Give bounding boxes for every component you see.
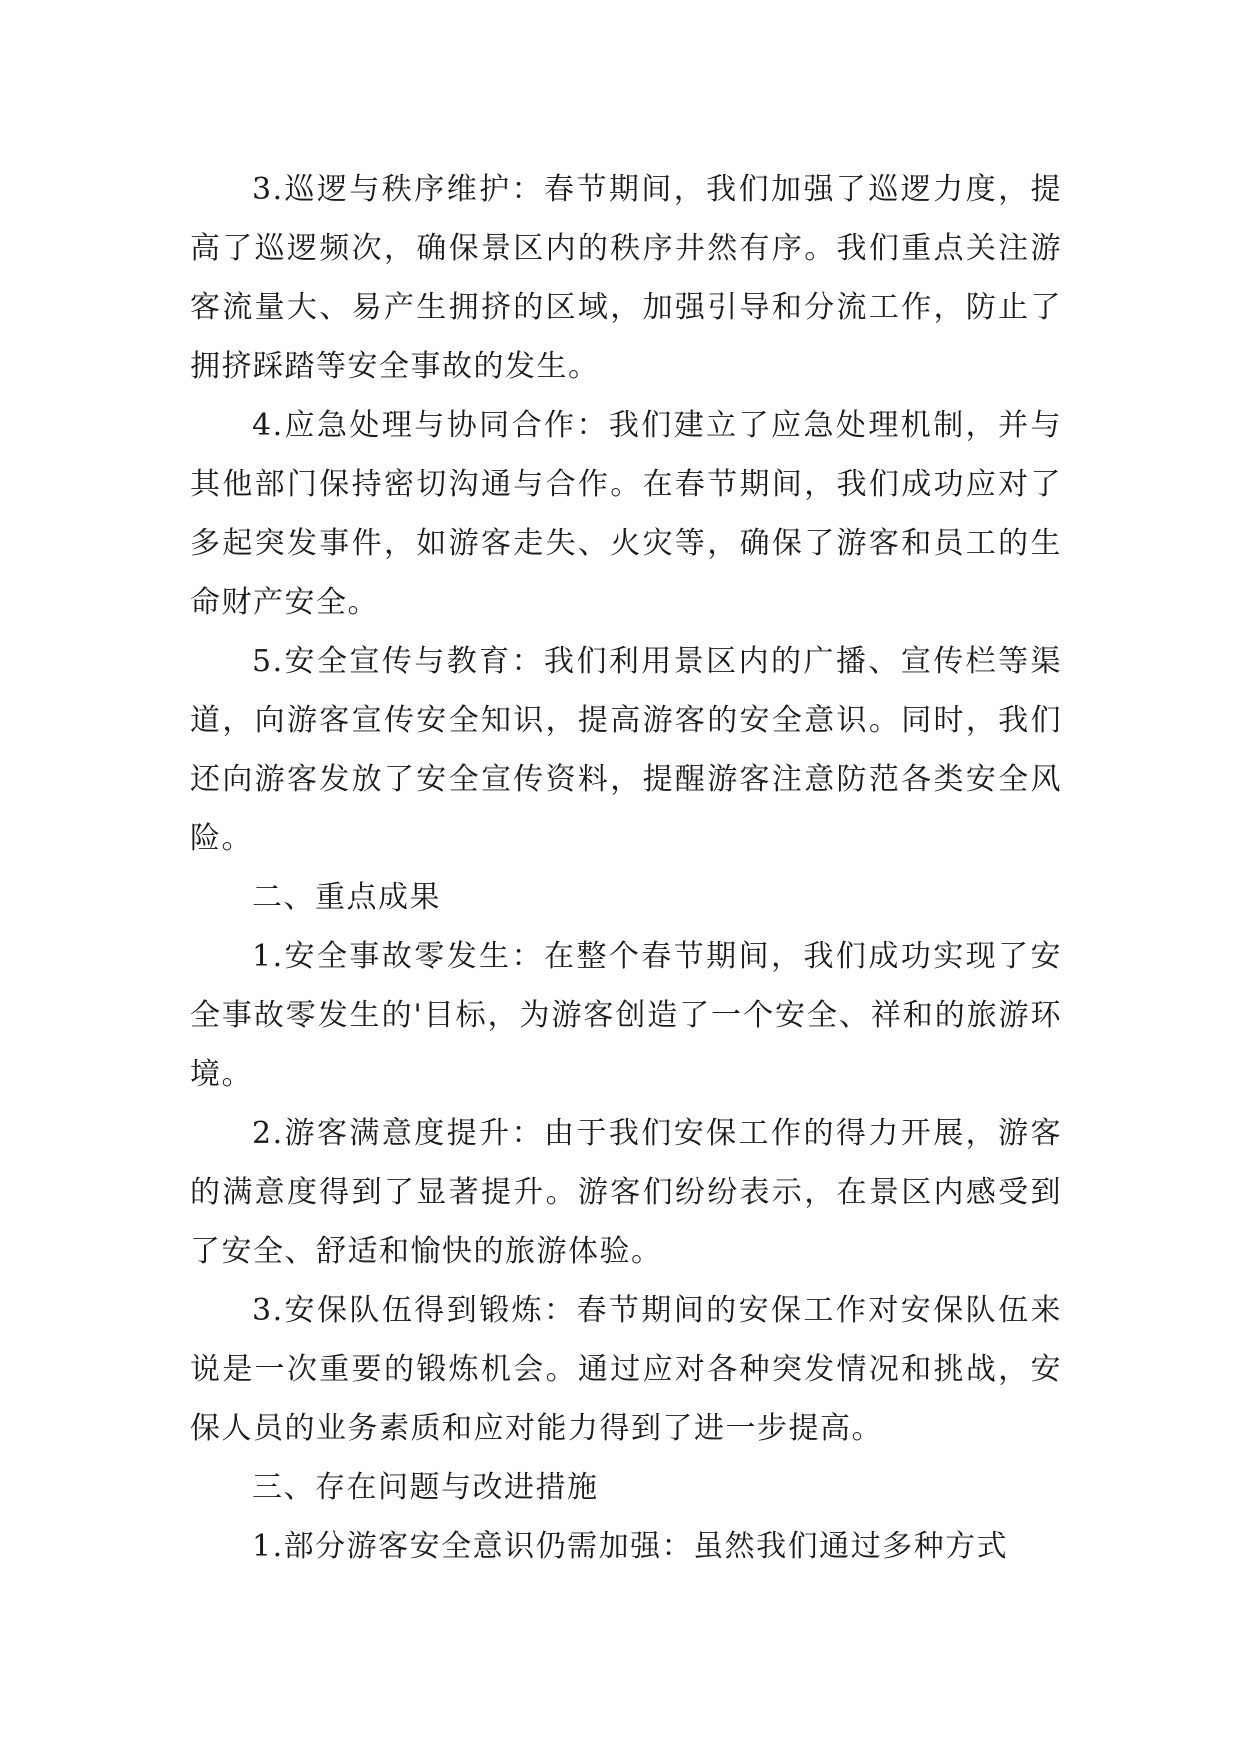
paragraph-safety-publicity: 5.安全宣传与教育：我们利用景区内的广播、宣传栏等渠道，向游客宣传安全知识，提高游客的安全意识。同时，我们还向游客发放了安全宣传资料，提醒游客注意防范各类安全风险。 <box>190 644 1062 856</box>
paragraph-team-training: 3.安保队伍得到锻炼：春节期间的安保工作对安保队伍来说是一次重要的锻炼机会。通过应对各种突发情况和挑战，安保人员的业务素质和应对能力得到了进一步提高。 <box>190 1293 1062 1446</box>
document-page <box>190 160 1062 1576</box>
paragraph-patrol-order: 3.巡逻与秩序维护：春节期间，我们加强了巡逻力度，提高了巡逻频次，确保景区内的秩序井然有序。我们重点关注游客流量大、易产生拥挤的区域，加强引导和分流工作，防止了拥挤踩踏等安全事故的发生。 <box>190 172 1062 384</box>
paragraph-satisfaction-improved: 2.游客满意度提升：由于我们安保工作的得力开展，游客的满意度得到了显著提升。游客们纷纷表示，在景区内感受到了安全、舒适和愉快的旅游体验。 <box>190 1116 1062 1269</box>
section-heading-problems-improvements: 三、存在问题与改进措施 <box>252 1470 599 1505</box>
paragraph-zero-accidents: 1.安全事故零发生：在整个春节期间，我们成功实现了安全事故零发生的'目标，为游客创造了一个安全、祥和的旅游环境。 <box>190 939 1062 1092</box>
paragraph-emergency-handling: 4.应急处理与协同合作：我们建立了应急处理机制，并与其他部门保持密切沟通与合作。在春节期间，我们成功应对了多起突发事件，如游客走失、火灾等，确保了游客和员工的生命财产安全。 <box>190 408 1062 620</box>
section-heading-key-results: 二、重点成果 <box>252 880 441 915</box>
paragraph-safety-awareness: 1.部分游客安全意识仍需加强：虽然我们通过多种方式 <box>252 1529 1009 1564</box>
